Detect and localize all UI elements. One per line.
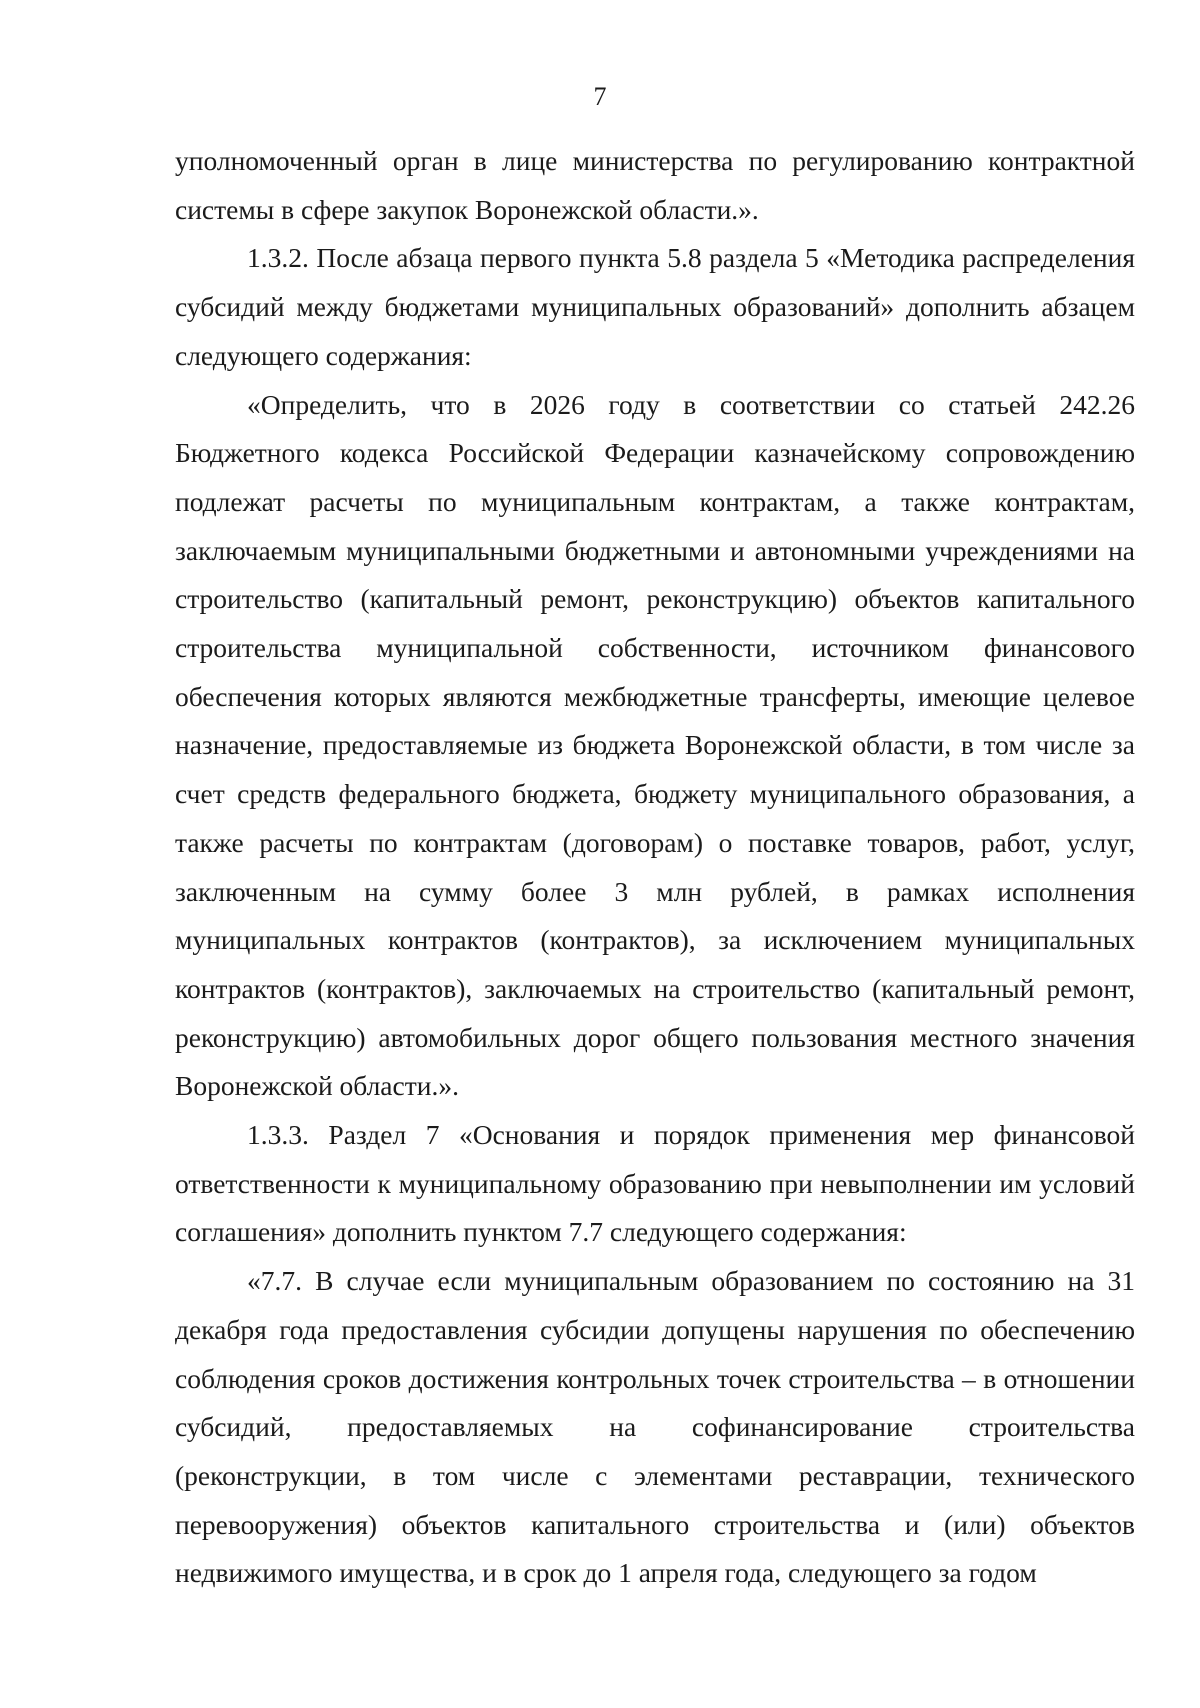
paragraph-1-3-2: 1.3.2. После абзаца первого пункта 5.8 раздела 5 «Методика распределения субсидий между бюджетами муниципальных образований» дополнить абзацем следующего содержания: <box>175 242 1135 371</box>
page-number: 7 <box>593 82 607 111</box>
paragraph-1-3-3: 1.3.3. Раздел 7 «Основания и порядок применения мер финансовой ответственности к муниципальному образованию при невыполнении им условий соглашения» дополнить пунктом 7.7 следующего содержания: <box>175 1119 1135 1248</box>
paragraph-7-7: «7.7. В случае если муниципальным образованием по состоянию на 31 декабря года предоставления субсидии допущены нарушения по обеспечению соблюдения сроков достижения контрольных точек строительства – в отношении субсидий, предоставляемых на софинансирование строительства (реконструкции, в том числе с элементами реставрации, технического перевооружения) объектов капитального строительства и (или) объектов недвижимого имущества, и в срок до 1 апреля года, следующего за годом <box>175 1265 1135 1589</box>
document-body <box>175 137 1135 1598</box>
paragraph-continuation: уполномоченный орган в лице министерства по регулированию контрактной системы в сфере закупок Воронежской области.». <box>175 145 1135 225</box>
paragraph-quote-treasury-support: «Определить, что в 2026 году в соответствии со статьей 242.26 Бюджетного кодекса Российской Федерации казначейскому сопровождению подлежат расчеты по муниципальным контрактам, а также контрактам, заключаемым муниципальными бюджетными и автономными учреждениями на строительство (капитальный ремонт, реконструкцию) объектов капитального строительства муниципальной собственности, источником финансового обеспечения которых являются межбюджетные трансферты, имеющие целевое назначение, предоставляемые из бюджета Воронежской области, в том числе за счет средств федерального бюджета, бюджету муниципального образования, а также расчеты по контрактам (договорам) о поставке товаров, работ, услуг, заключенным на сумму более 3 млн рублей, в рамках исполнения муниципальных контрактов (контрактов), за исключением муниципальных контрактов (контрактов), заключаемых на строительство (капитальный ремонт, реконструкцию) автомобильных дорог общего пользования местного значения Воронежской области.». <box>175 388 1135 1102</box>
